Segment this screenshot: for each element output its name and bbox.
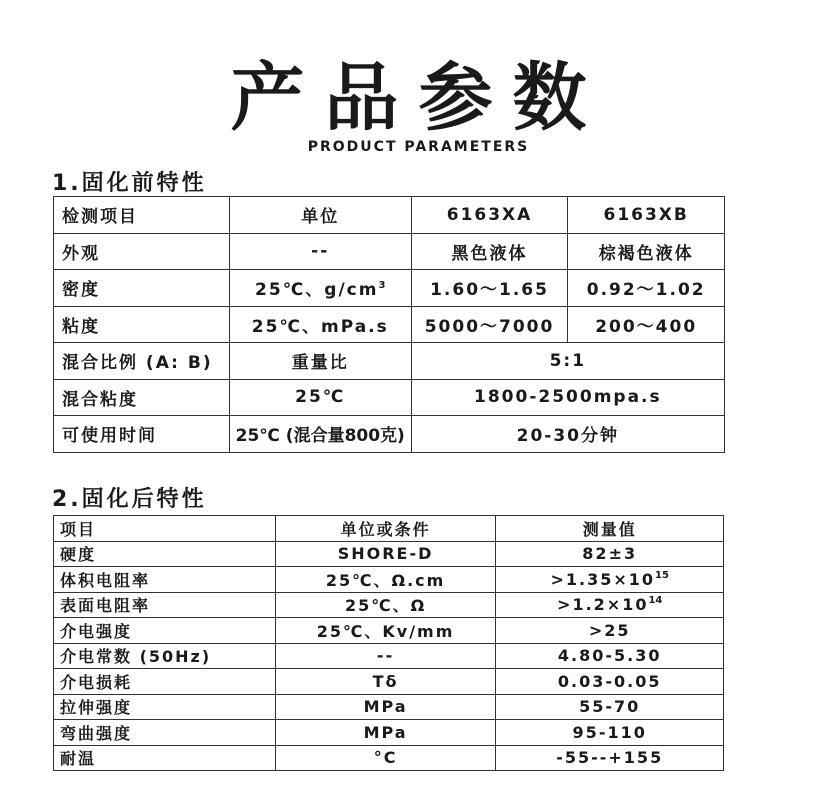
header-cell: 单位 (229, 197, 411, 234)
table-row (54, 745, 724, 771)
value-text: >1.2×10 (557, 595, 649, 615)
item-cell: 混合粘度 (54, 379, 230, 416)
value-b-cell: 200～400 (568, 306, 725, 343)
condition-cell: 25℃、Ω (275, 592, 496, 618)
item-cell: 耐温 (54, 745, 276, 771)
table-row (54, 567, 724, 593)
table-row (54, 343, 725, 380)
table-row (54, 416, 725, 453)
unit-cell: 25℃ (混合量800克) (229, 416, 411, 453)
item-cell: 表面电阻率 (54, 592, 276, 618)
table-row (54, 618, 724, 644)
item-cell: 弯曲强度 (54, 720, 276, 746)
table-row (54, 592, 724, 618)
unit-cell: -- (229, 233, 411, 270)
value-b-cell: 0.92～1.02 (568, 270, 725, 307)
table-row (54, 541, 724, 567)
unit-text: 25℃、g/cm (255, 280, 379, 301)
value-cell: >25 (496, 618, 724, 644)
section2-title: 2.固化后特性 (52, 487, 207, 512)
condition-cell: MPa (275, 694, 496, 720)
table-header-row (54, 197, 725, 234)
value-exponent: 14 (648, 595, 663, 607)
table-row (54, 694, 724, 720)
value-cell: 55-70 (496, 694, 724, 720)
value-cell: 4.80-5.30 (496, 643, 724, 669)
item-cell: 粘度 (54, 306, 230, 343)
header-cell: 检测项目 (54, 197, 230, 234)
table-row (54, 643, 724, 669)
table-row (54, 270, 725, 307)
merged-value-cell: 1800-2500mpa.s (411, 379, 724, 416)
item-cell: 硬度 (54, 541, 276, 567)
condition-cell: -- (275, 643, 496, 669)
merged-value-cell: 20-30分钟 (411, 416, 724, 453)
table-header-row (54, 516, 724, 542)
merged-value-cell: 5:1 (411, 343, 724, 380)
item-cell: 密度 (54, 270, 230, 307)
item-cell: 体积电阻率 (54, 567, 276, 593)
value-text: >1.35×10 (550, 569, 656, 589)
value-cell (496, 592, 724, 618)
value-cell: -55--+155 (496, 745, 724, 771)
item-cell: 外观 (54, 233, 230, 270)
condition-cell: °C (275, 745, 496, 771)
unit-cell: 25℃ (229, 379, 411, 416)
value-cell: 82±3 (496, 541, 724, 567)
header-cell: 项目 (54, 516, 276, 542)
value-cell (496, 567, 724, 593)
table-row (54, 669, 724, 695)
post-cure-table (53, 515, 724, 771)
value-b-cell: 棕褐色液体 (568, 233, 725, 270)
value-cell: 95-110 (496, 720, 724, 746)
value-a-cell: 黑色液体 (411, 233, 568, 270)
condition-cell: 25℃、Ω.cm (275, 567, 496, 593)
item-cell: 混合比例 (A: B) (54, 343, 230, 380)
value-a-cell: 1.60～1.65 (411, 270, 568, 307)
value-exponent: 15 (655, 569, 669, 581)
header-cell: 测量值 (496, 516, 724, 542)
condition-cell: 25℃、Kv/mm (275, 618, 496, 644)
unit-cell: 25℃、mPa.s (229, 306, 411, 343)
page-title: 产品参数 (230, 55, 607, 141)
table-row (54, 233, 725, 270)
item-cell: 介电强度 (54, 618, 276, 644)
unit-cell (229, 270, 411, 307)
item-cell: 可使用时间 (54, 416, 230, 453)
unit-cell: 重量比 (229, 343, 411, 380)
item-cell: 拉伸强度 (54, 694, 276, 720)
table-row (54, 306, 725, 343)
table-row (54, 720, 724, 746)
value-cell: 0.03-0.05 (496, 669, 724, 695)
condition-cell: SHORE-D (275, 541, 496, 567)
unit-superscript: 3 (378, 280, 386, 292)
header-cell: 单位或条件 (275, 516, 496, 542)
table-row (54, 379, 725, 416)
item-cell: 介电常数 (50Hz) (54, 643, 276, 669)
pre-cure-table (53, 196, 725, 453)
condition-cell: Tδ (275, 669, 496, 695)
item-cell: 介电损耗 (54, 669, 276, 695)
section1-title: 1.固化前特性 (52, 171, 207, 196)
value-a-cell: 5000～7000 (411, 306, 568, 343)
condition-cell: MPa (275, 720, 496, 746)
page-subtitle: PRODUCT PARAMETERS (307, 139, 530, 155)
header-cell: 6163XA (411, 197, 568, 234)
header-cell: 6163XB (568, 197, 725, 234)
